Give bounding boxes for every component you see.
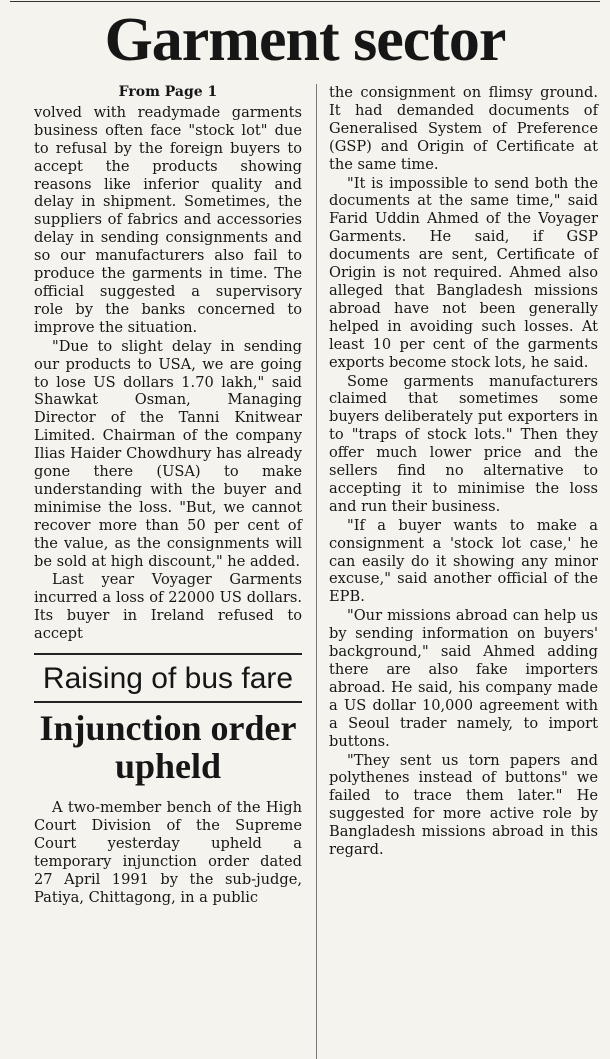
- article-paragraph: "Due to slight delay in sending our products to USA, we are going to lose US dollars 1.70 lakh," said Shawkat Osman, Managing Director of the Tanni Knitwear Limited. Chairman of the company Ilias Haider Chowdhury has already gone there (USA) to make understanding with the buyer and minimise the loss. "But, we cannot recover more than 50 per cent of the value, as the consignments will be sold at high discount," he added.: [34, 337, 302, 570]
- second-story-kicker: Raising of bus fare: [42, 662, 294, 696]
- article-paragraph: "If a buyer wants to make a consignment a 'stock lot case,' he can easily do it showing any minor excuse," said another official of the EPB.: [329, 516, 598, 606]
- article-paragraph: Last year Voyager Garments incurred a loss of 22000 US dollars. Its buyer in Ireland refused to accept: [34, 571, 302, 643]
- article-paragraph: A two-member bench of the High Court Division of the Supreme Court yesterday upheld a temporary injunction order dated 27 April 1991 by the sub-judge, Patiya, Chittagong, in a public: [34, 799, 302, 906]
- story-divider: [34, 653, 302, 655]
- dateline: From Page 1: [118, 84, 218, 100]
- article-paragraph: "They sent us torn papers and polythenes instead of buttons" we failed to trace them later." He suggested for more active role by Bangladesh missions abroad in this regard.: [329, 751, 598, 859]
- article-paragraph: the consignment on flimsy ground. It had demanded documents of Generalised System of Preference (GSP) and Origin of Certificate at the same time.: [329, 84, 598, 173]
- article-paragraph: "It is impossible to send both the documents at the same time," said Farid Uddin Ahmed of the Voyager Garments. He said, if GSP documents are sent, Certificate of Origin is not required. Ahmed also alleged that Bangladesh missions abroad have not been generally helped in avoiding such losses. At least 10 per cent of the garments exports become stock lots, he said.: [329, 174, 598, 371]
- article-paragraph: Some garments manufacturers claimed that sometimes some buyers deliberately put exporters in to "traps of stock lots." Then they offer much lower price and the sellers find no alternative to accepting it to minimise the loss and run their business.: [329, 372, 598, 515]
- right-column: [329, 84, 598, 859]
- article-paragraph: volved with readymade garments business often face "stock lot" due to refusal by the foreign buyers to accept the products showing reasons like inferior quality and delay in shipment. Sometimes, the suppliers of fabrics and accessories delay in sending consignments and so our manufacturers also fail to produce the garments in time. The official suggested a supervisory role by the banks concerned to improve the situation.: [34, 103, 302, 336]
- left-column: [34, 84, 302, 907]
- article-paragraph: "Our missions abroad can help us by sending information on buyers' background," said Ahmed adding there are also fake importers abroad. He said, his company made a US dollar 10,000 agreement with a Seoul trader namely, to import buttons.: [329, 607, 598, 750]
- second-story-headline: Injunction order upheld: [39, 708, 297, 787]
- headline: Garment sector: [104, 6, 506, 74]
- column-divider: [316, 84, 317, 1059]
- story-divider: [34, 701, 302, 703]
